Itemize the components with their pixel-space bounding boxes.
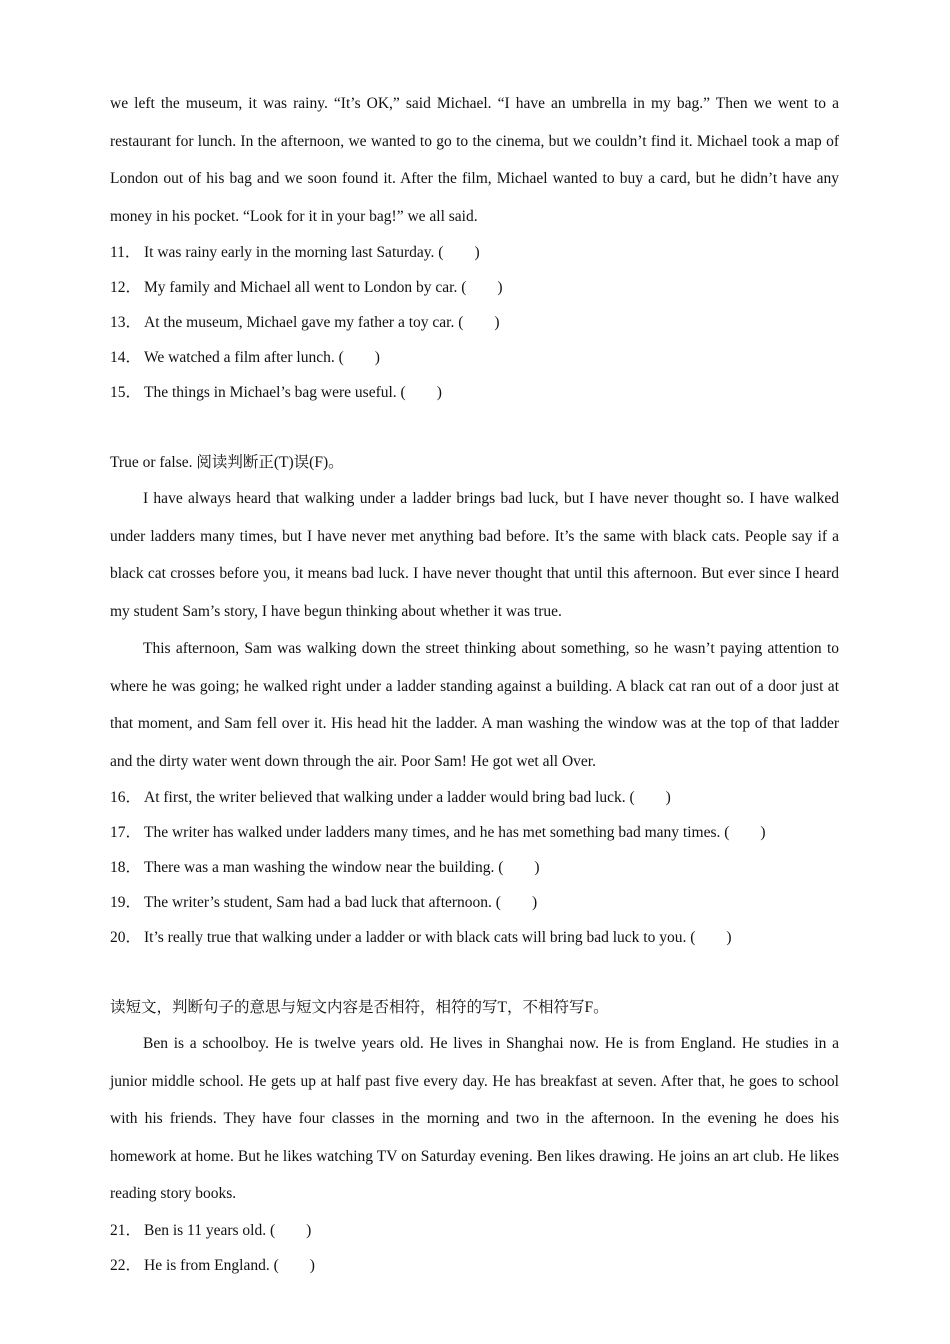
question-14: 14． We watched a film after lunch. ( ) [110, 349, 380, 366]
question-20: 20． It’s really true that walking under a ladder or with black cats will bring bad luck to you. ( ) [110, 929, 732, 946]
passage-1-text: we left the museum, it was rainy. “It’s OK,” said Michael. “I have an umbrella in my bag.” Then we went to a restaurant for lunch. In the afternoon, we wanted to go to the cinema, but we couldn’t find it. Michael took a map of London out of his bag and we soon found it. After the film, Michael wanted to buy a card, but he didn’t have any money in his pocket. “Look for it in your bag!” we all said. [110, 95, 839, 225]
question-19: 19． The writer’s student, Sam had a bad luck that afternoon. ( ) [110, 894, 538, 911]
question-22: 22． He is from England. ( ) [110, 1256, 315, 1274]
section-2-paragraph-2: This afternoon, Sam was walking down the street thinking about something, so he wasn’t paying attention to where he was going; he walked right under a ladder standing against a building. A black cat ran out of a door just at that moment, and Sam fell over it. His head hit the ladder. A man washing the window was at the top of that ladder and the dirty water went down through the air. Poor Sam! He got wet all Over. [110, 640, 839, 770]
question-17: 17． The writer has walked under ladders many times, and he has met something bad many times. ( ) [110, 824, 766, 841]
question-12: 12． My family and Michael all went to London by car. ( ) [110, 279, 503, 296]
question-list-3 [110, 1213, 839, 1283]
section-3-paragraph: Ben is a schoolboy. He is twelve years old. He lives in Shanghai now. He is from England. He studies in a junior middle school. He gets up at half past five every day. He has breakfast at seven. After that, he goes to school with his friends. They have four classes in the morning and two in the afternoon. In the evening he does his homework at home. But he likes watching TV on Saturday evening. Ben likes drawing. He joins an art club. He likes reading story books. [110, 1035, 839, 1202]
question-13: 13． At the museum, Michael gave my father a toy car. ( ) [110, 314, 500, 331]
section-spacer [110, 410, 839, 445]
worksheet-page [110, 85, 839, 1283]
question-list-2 [110, 780, 839, 955]
question-21: 21． Ben is 11 years old. ( ) [110, 1221, 312, 1239]
question-11: 11． It was rainy early in the morning last Saturday. ( ) [110, 244, 480, 261]
section-3-instruction: 读短文，判断句子的意思与短文内容是否相符，相符的写T，不相符写F。 [110, 999, 609, 1016]
question-15: 15． The things in Michael’s bag were useful. ( ) [110, 384, 442, 401]
question-list-1 [110, 235, 839, 410]
question-16: 16． At first, the writer believed that walking under a ladder would bring bad luck. ( ) [110, 789, 671, 806]
question-18: 18． There was a man washing the window near the building. ( ) [110, 859, 540, 876]
section-2-instruction: True or false. 阅读判断正(T)误(F)。 [110, 454, 344, 471]
section-spacer [110, 955, 839, 990]
section-2-paragraph-1: I have always heard that walking under a ladder brings bad luck, but I have never thought so. I have walked under ladders many times, but I have never met anything bad before. It’s the same with black cats. People say if a black cat crosses before you, it means bad luck. I have never thought that until this afternoon. But ever since I heard my student Sam’s story, I have begun thinking about whether it was true. [110, 490, 839, 620]
